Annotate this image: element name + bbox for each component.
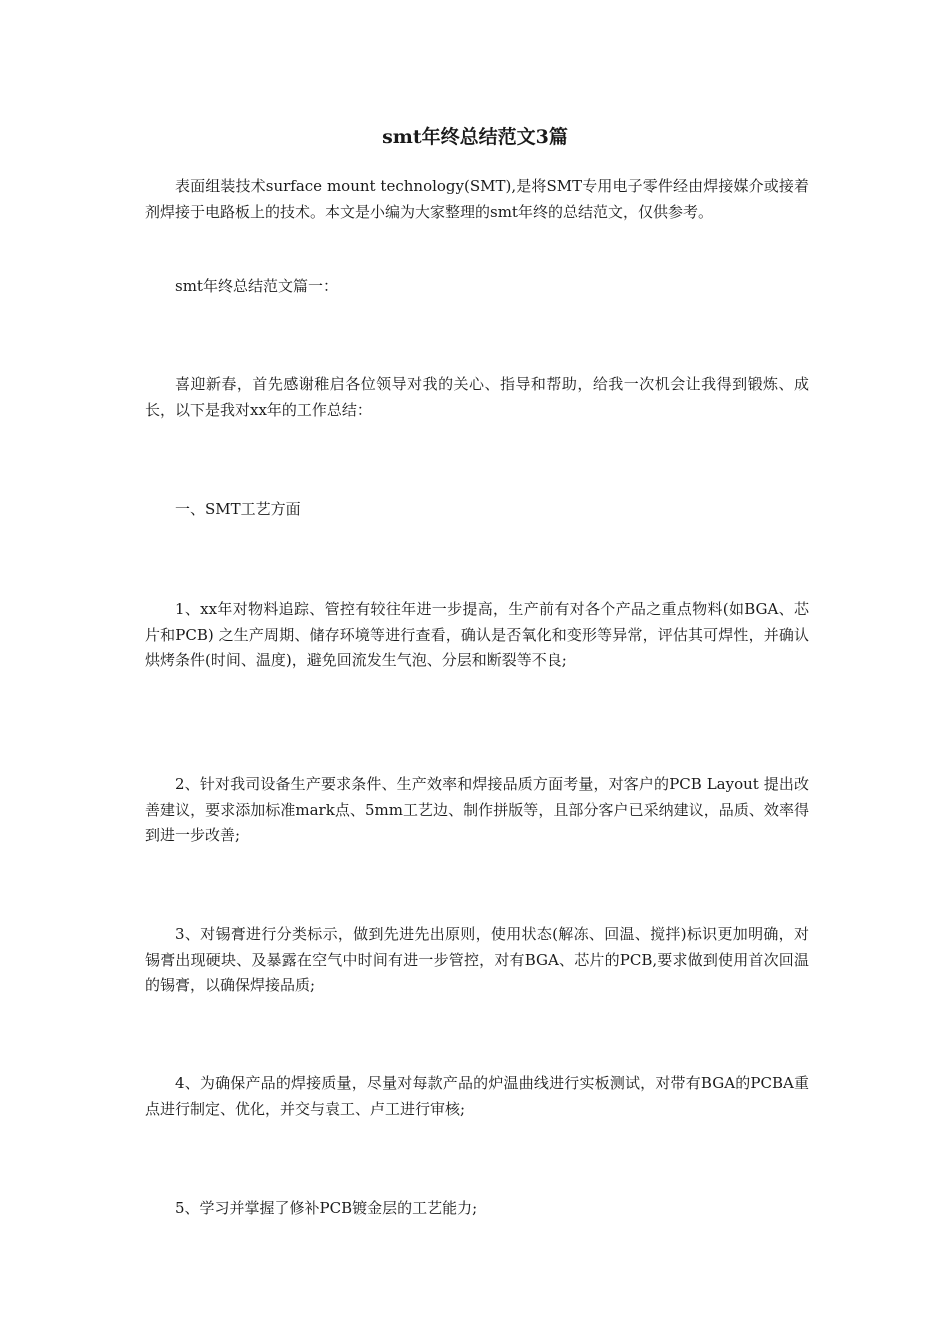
greeting-paragraph: 喜迎新春，首先感谢稚启各位领导对我的关心、指导和帮助，给我一次机会让我得到锻炼、成长，以下是我对xx年的工作总结： [145,375,809,419]
list-item-1: 1、xx年对物料追踪、管控有较往年进一步提高，生产前有对各个产品之重点物料(如BGA、芯片和PCB) 之生产周期、储存环境等进行查看，确认是否氧化和变形等异常，评估其可焊性，并确认烘烤条件(时间、温度)，避免回流发生气泡、分层和断裂等不良; [145,600,809,669]
list-item-2: 2、针对我司设备生产要求条件、生产效率和焊接品质方面考量，对客户的PCB Layout 提出改善建议，要求添加标准mark点、5mm工艺边、制作拼版等，且部分客户已采纳建议，品质、效率得到进一步改善; [145,775,809,844]
intro-paragraph: 表面组装技术surface mount technology(SMT),是将SMT专用电子零件经由焊接媒介或接着剂焊接于电路板上的技术。本文是小编为大家整理的smt年终的总结范文，仅供参考。 [145,177,809,221]
list-item-4: 4、为确保产品的焊接质量，尽量对每款产品的炉温曲线进行实板测试，对带有BGA的PCBA重点进行制定、优化，并交与袁工、卢工进行审核; [145,1074,809,1118]
list-item-5: 5、学习并掌握了修补PCB镀金层的工艺能力; [175,1199,478,1217]
subheading-smt-process: 一、SMT工艺方面 [175,500,301,518]
section-heading-part-one: smt年终总结范文篇一： [175,277,338,295]
document-title: smt年终总结范文3篇 [382,126,568,148]
list-item-3: 3、对锡膏进行分类标示，做到先进先出原则，使用状态(解冻、回温、搅拌)标识更加明确，对锡膏出现硬块、及暴露在空气中时间有进一步管控，对有BGA、芯片的PCB,要求做到使用首次回温的锡膏，以确保焊接品质; [145,925,809,994]
